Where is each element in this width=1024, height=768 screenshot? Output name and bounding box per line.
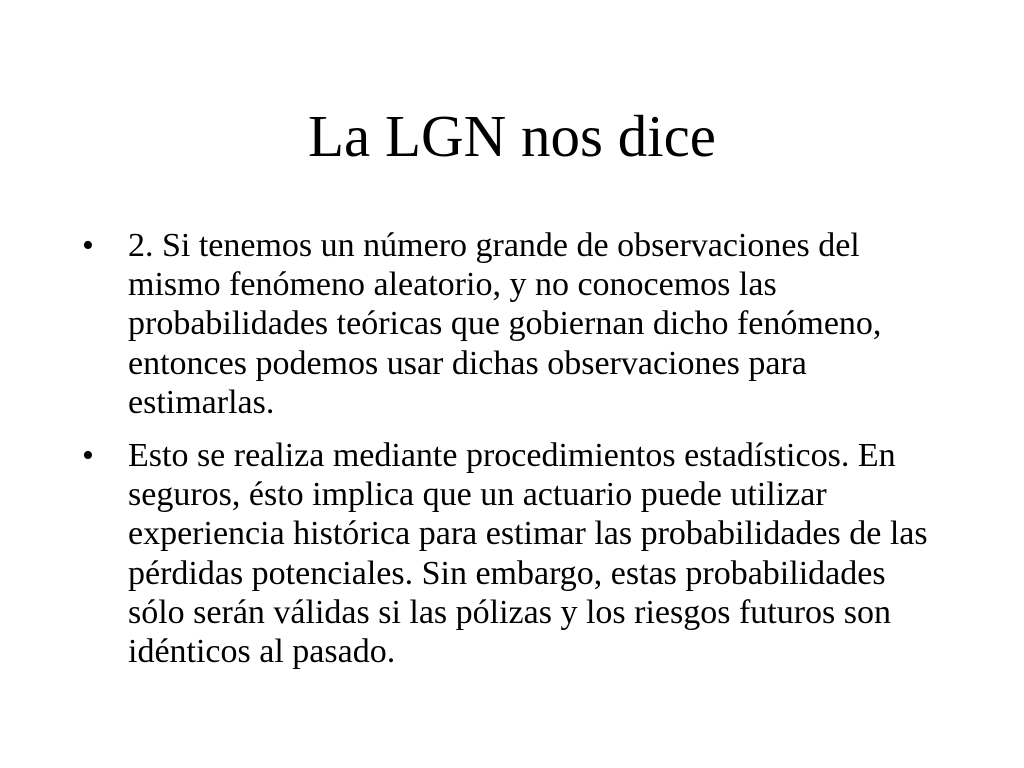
slide-title: La LGN nos dice <box>308 103 716 169</box>
bullet-text: 2. Si tenemos un número grande de observaciones del mismo fenómeno aleatorio, y no conocemos las probabilidades teóricas que gobiernan dicho fenómeno, entonces podemos usar dichas observaciones para estimarlas. <box>128 227 882 421</box>
bullet-item <box>82 436 942 671</box>
bullet-marker: • <box>82 227 94 264</box>
bullet-item <box>82 226 942 422</box>
bullet-list <box>82 226 942 685</box>
bullet-marker: • <box>82 437 94 475</box>
bullet-text: Esto se realiza mediante procedimientos estadísticos. En seguros, ésto implica que un actuario puede utilizar experiencia histórica para estimar las probabilidades de las pérdidas potenciales. Sin embargo, estas probabilidades sólo serán válidas si las pólizas y los riesgos futuros son idénticos al pasado. <box>128 437 928 671</box>
